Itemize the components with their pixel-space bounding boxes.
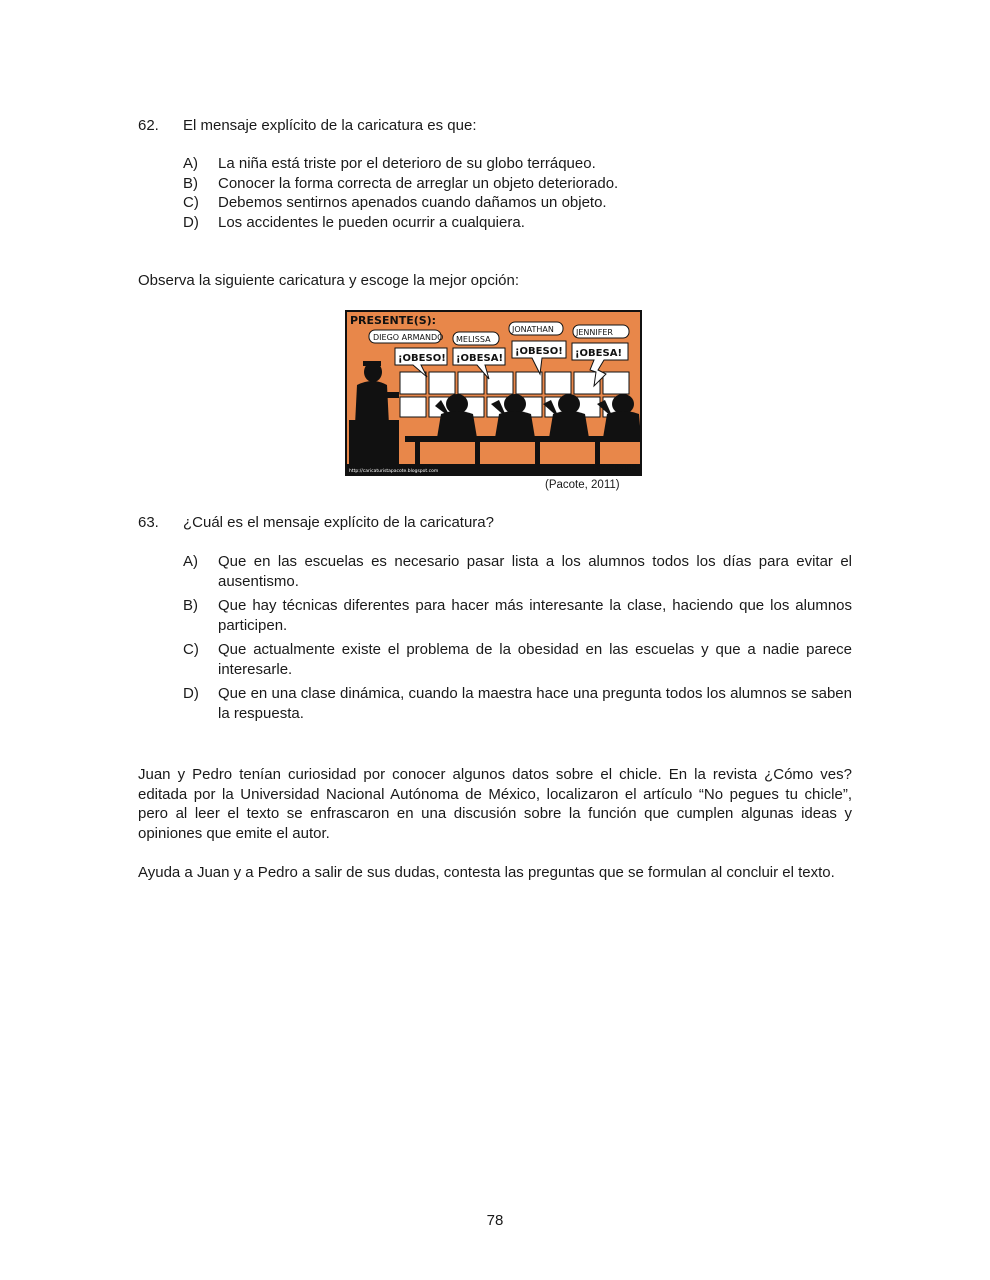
option-a	[183, 552, 852, 591]
option-letter: C)	[183, 194, 199, 211]
cartoon-name-2: MELISSA	[456, 335, 491, 344]
question-63-options	[183, 552, 852, 723]
instruction-text: Observa la siguiente caricatura y escoge la mejor opción:	[138, 272, 520, 289]
cartoon-name-1: DIEGO ARMANDO	[373, 333, 444, 342]
question-62-options	[183, 154, 852, 232]
cartoon-url: http://caricaturistapacote.blogspot.com	[349, 469, 439, 474]
option-letter: A)	[183, 553, 198, 570]
option-a	[183, 154, 852, 174]
option-letter: D)	[183, 213, 199, 231]
option-d	[183, 213, 852, 233]
cartoon-answer-1: ¡OBESO!	[398, 353, 446, 364]
cartoon-name-4: JENNIFER	[576, 328, 613, 337]
question-number: 63.	[138, 514, 159, 531]
option-b	[183, 596, 852, 635]
cartoon-image	[345, 310, 642, 476]
cartoon-name-3: JONATHAN	[512, 325, 554, 334]
page-number: 78	[486, 1212, 504, 1229]
option-text: La niña está triste por el deterioro de su globo terráqueo.	[218, 155, 596, 172]
option-letter: A)	[183, 155, 198, 172]
option-letter: B)	[183, 174, 198, 192]
option-d	[183, 684, 852, 723]
option-text: Que en las escuelas es necesario pasar lista a los alumnos todos los días para evitar el ausentismo.	[218, 553, 852, 590]
cartoon-title: PRESENTE(S):	[350, 314, 437, 327]
paragraph-2: Ayuda a Juan y a Pedro a salir de sus dudas, contesta las preguntas que se formulan al concluir el texto.	[138, 864, 835, 881]
option-letter: B)	[183, 597, 198, 614]
option-text: Los accidentes le pueden ocurrir a cualquiera.	[218, 213, 525, 231]
option-text: Que actualmente existe el problema de la obesidad en las escuelas y que a nadie parece interesarle.	[218, 641, 852, 678]
cartoon-answer-3: ¡OBESO!	[515, 346, 563, 357]
option-text: Que en una clase dinámica, cuando la maestra hace una pregunta todos los alumnos se saben la respuesta.	[218, 685, 852, 722]
cartoon-caption: (Pacote, 2011)	[545, 479, 620, 491]
option-letter: C)	[183, 641, 199, 658]
option-text: Que hay técnicas diferentes para hacer más interesante la clase, haciendo que los alumnos participen.	[218, 597, 852, 634]
option-letter: D)	[183, 685, 199, 702]
cartoon-signature: PACOTE	[593, 463, 637, 474]
option-c	[183, 640, 852, 679]
question-stem: El mensaje explícito de la caricatura es que:	[183, 117, 477, 134]
option-text: Conocer la forma correcta de arreglar un objeto deteriorado.	[218, 174, 619, 192]
question-number: 62.	[138, 117, 159, 134]
option-b	[183, 174, 852, 194]
cartoon-answer-2: ¡OBESA!	[456, 353, 504, 364]
question-stem: ¿Cuál es el mensaje explícito de la caricatura?	[183, 514, 494, 531]
option-c	[183, 193, 852, 213]
paragraph-1: Juan y Pedro tenían curiosidad por conocer algunos datos sobre el chicle. En la revista ¿Cómo ves? editada por la Universidad Nacional Autónoma de México, localizaron el artículo “No pegues tu chicle”, pero al leer el texto se enfrascaron en una discusión sobre la función que cumplen algunas ideas y opiniones que emite el autor.	[138, 766, 852, 842]
option-text: Debemos sentirnos apenados cuando dañamos un objeto.	[218, 194, 607, 211]
cartoon-answer-4: ¡OBESA!	[575, 348, 623, 359]
